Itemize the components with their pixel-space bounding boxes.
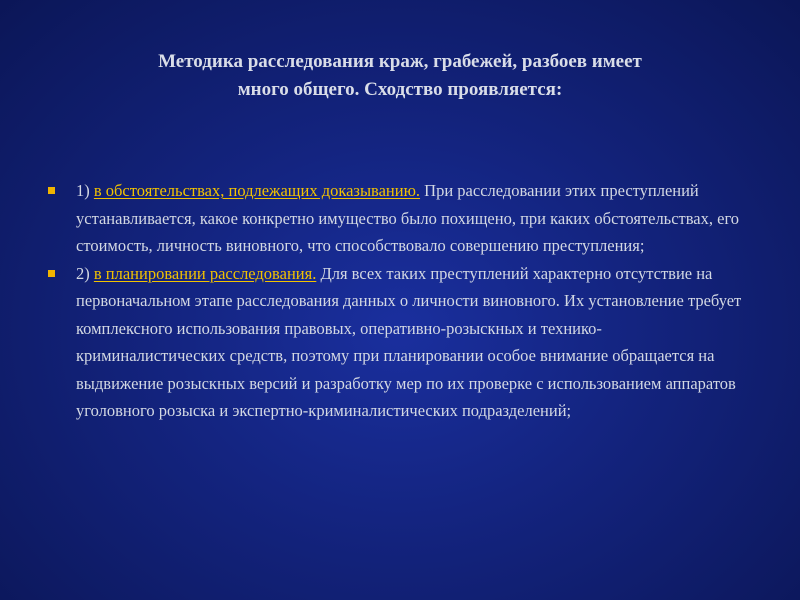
bullet-list bbox=[48, 177, 748, 425]
item-number: 1) bbox=[76, 181, 90, 200]
item-text: При расследовании этих преступлений устанавливается, какое конкретно имущество было похищено, при каких обстоятельствах, его стоимость, личность виновного, что способствовало совершению преступления; bbox=[76, 181, 740, 255]
square-bullet-icon bbox=[48, 270, 55, 277]
list-item bbox=[48, 177, 748, 260]
slide-title bbox=[40, 48, 760, 104]
list-item bbox=[48, 260, 748, 425]
item-text: Для всех таких преступлений характерно отсутствие на первоначальном этапе расследования данных о личности виновного. Их установление требует комплексного использования правовых, оперативно-розыскных и технико-криминалистических средств, поэтому при планировании особое внимание обращается на выдвижение розыскных версий и разработку мер по их проверке с использованием аппаратов уголовного розыска и экспертно-криминалистических подразделений; bbox=[76, 263, 742, 420]
title-line-2: много общего. Сходство проявляется: bbox=[237, 79, 563, 100]
title-line-1: Методика расследования краж, грабежей, разбоев имеет bbox=[158, 51, 642, 72]
item-number: 2) bbox=[76, 263, 90, 283]
item-highlight: в планировании расследования. bbox=[93, 263, 317, 283]
item-highlight: в обстоятельствах, подлежащих доказыванию. bbox=[93, 181, 421, 200]
square-bullet-icon bbox=[48, 187, 55, 194]
